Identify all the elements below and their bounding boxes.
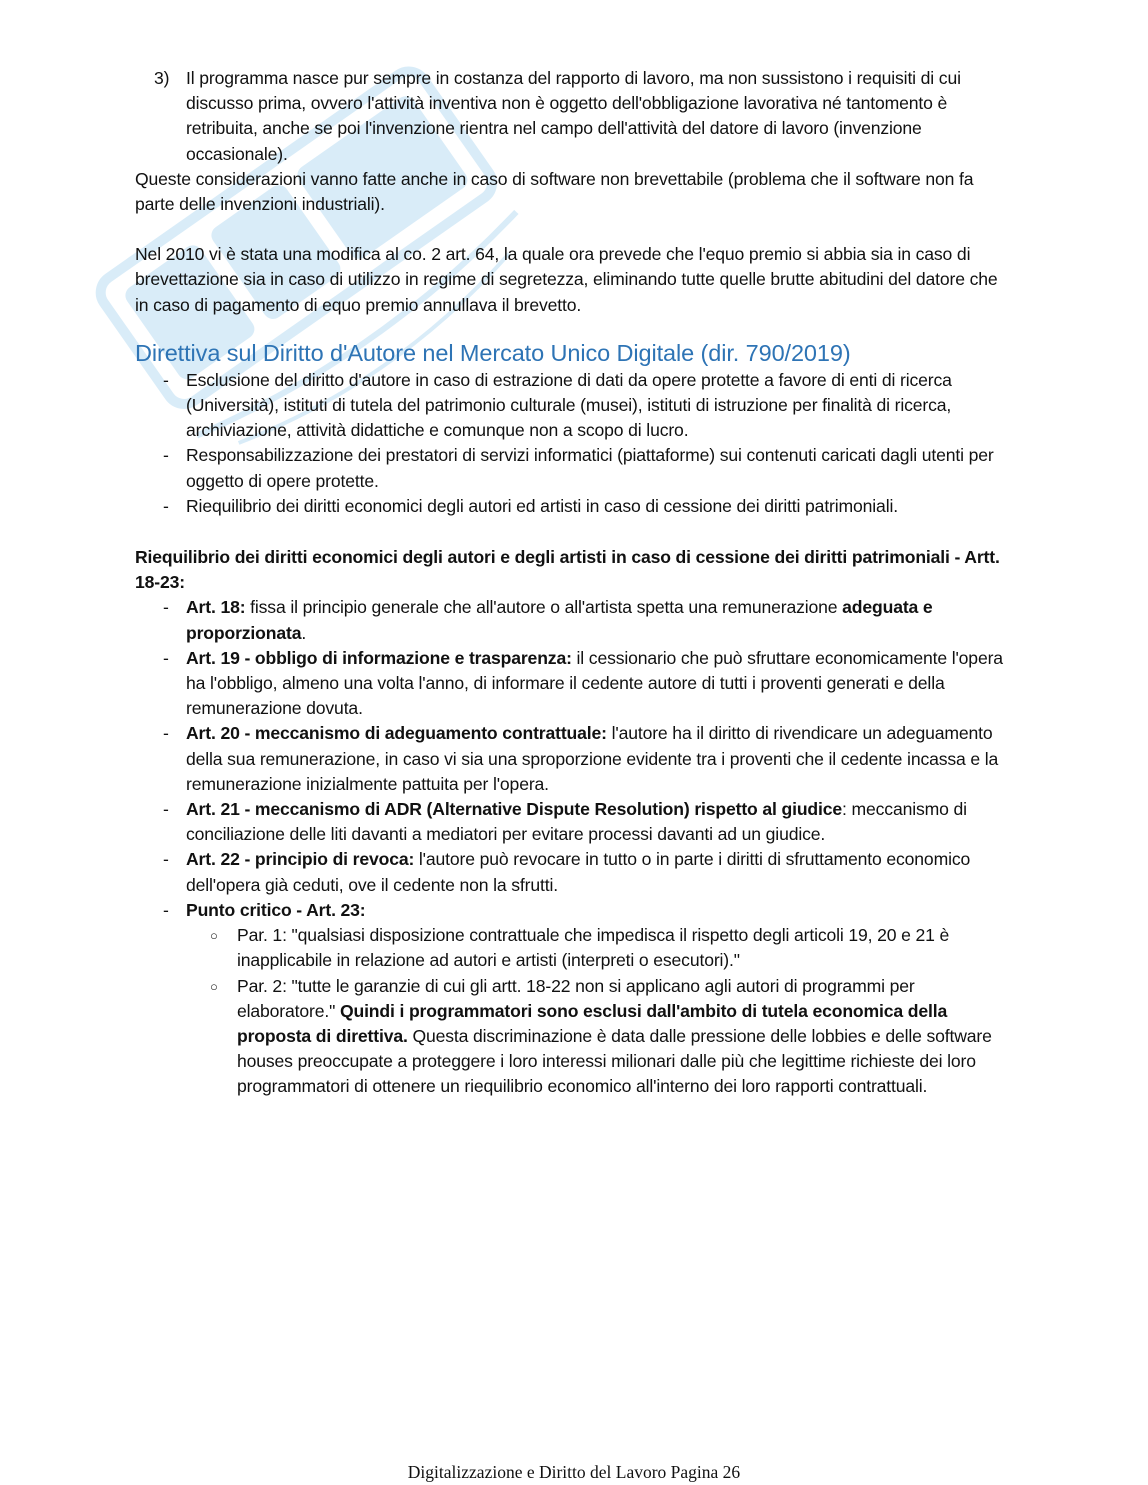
section-heading: Direttiva sul Diritto d'Autore nel Mercato Unico Digitale (dir. 790/2019) — [135, 339, 851, 366]
dash-marker: - — [163, 495, 169, 516]
list-item — [135, 443, 1005, 493]
dash-marker: - — [163, 445, 169, 466]
dash-marker: - — [163, 899, 169, 920]
article-label: Art. 19 - obbligo di informazione e trasparenza: — [186, 647, 572, 668]
article-bold-text: adeguata e proporzionata — [186, 597, 933, 643]
article-end: . — [301, 622, 307, 643]
article-item-19 — [135, 646, 1005, 722]
directive-bullet-list — [135, 368, 1005, 519]
dash-marker: - — [163, 849, 169, 870]
page-footer: Digitalizzazione e Diritto del Lavoro Pagina 26 — [407, 1462, 741, 1482]
paragraph-software: Queste considerazioni vanno fatte anche in caso di software non brevettabile (problema che il software non fa parte delle invenzioni industriali). — [135, 168, 974, 215]
item-text: Il programma nasce pur sempre in costanza del rapporto di lavoro, ma non sussistono i requisiti di cui discusso prima, ovvero l'attività inventiva non è oggetto dell'obbligazione lavorativa né tantomento è retribuita, anche se poi l'invenzione rientra nel campo dell'attività del datore di lavoro (invenzione occasionale). — [186, 68, 961, 164]
article-label: Punto critico - Art. 23: — [186, 899, 366, 920]
list-item-text: Riequilibrio dei diritti economici degli autori ed artisti in caso di cessione dei diritti patrimoniali. — [186, 495, 898, 516]
item-number: 3) — [154, 68, 170, 88]
article-item-18 — [135, 595, 1005, 645]
sub-item-text: Par. 1: "qualsiasi disposizione contrattuale che impedisca il rispetto degli articoli 19, 20 e 21 è inapplicabile in relazione ad autori e artisti (interpreti o esecutori)." — [237, 925, 950, 971]
numbered-item-3 — [135, 66, 1005, 167]
dash-marker: - — [163, 723, 169, 744]
dash-marker: - — [163, 597, 169, 618]
article-text: l'autore ha il diritto di rivendicare un adeguamento della sua remunerazione, in caso vi sia una sproporzione evidente tra i proventi che il cedente incassa e la remunerazione inizialmente pattuita per l'opera. — [186, 723, 999, 794]
articles-list — [135, 595, 1005, 1099]
sub-item-after: Questa discriminazione è data dalle pressione delle lobbies e delle software houses preoccupate a proteggere i loro interessi milionari dalle più che legittime richieste dei loro programmatori di ottenere un riequilibrio economico all'interno dei loro rapporti contrattuali. — [237, 1025, 992, 1097]
article-label: Art. 22 - principio di revoca: — [186, 849, 415, 870]
article-label: Art. 21 - meccanismo di ADR (Alternative Dispute Resolution) rispetto al giudice — [186, 799, 843, 820]
document-body — [135, 66, 1005, 1100]
list-item-text: Esclusione del diritto d'autore in caso di estrazione di dati da opere protette a favore di enti di ricerca (Università), istituti di tutela del patrimonio culturale (musei), istituti di istruzione per finalità di ricerca, archiviazione, attività didattiche e comunque non a scopo di lucro. — [186, 369, 952, 441]
article-text: fissa il principio generale che all'autore o all'artista spetta una remunerazione — [245, 597, 843, 618]
article-text: l'autore può revocare in tutto o in parte i diritti di sfruttamento economico dell'opera già ceduti, ove il cedente non la sfrutti. — [186, 849, 971, 895]
article-item-22 — [135, 847, 1005, 897]
sub-list-item — [186, 974, 1005, 1100]
sub-list-item — [186, 923, 1005, 973]
dash-marker: - — [163, 647, 169, 668]
sub-item-text: Par. 2: "tutte le garanzie di cui gli artt. 18-22 non si applicano agli autori di programmi per elaboratore." — [237, 975, 915, 1021]
article-text: il cessionario che può sfruttare economicamente l'opera ha l'obbligo, almeno una volta l'anno, di informare il cedente autore di tutti i proventi generati e della remunerazione dovuta. — [186, 647, 1003, 719]
article-item-21 — [135, 797, 1005, 847]
sub-list — [186, 923, 1005, 1099]
list-item — [135, 368, 1005, 444]
dash-marker: - — [163, 369, 169, 390]
dash-marker: - — [163, 799, 169, 820]
sub-item-bold: Quindi i programmatori sono esclusi dall'ambito di tutela economica della proposta di direttiva. — [237, 1000, 948, 1046]
circle-marker: ○ — [210, 978, 218, 994]
article-label: Art. 20 - meccanismo di adeguamento contrattuale: — [186, 723, 607, 744]
article-item-23 — [135, 898, 1005, 1100]
list-item-text: Responsabilizzazione dei prestatori di servizi informatici (piattaforme) sui contenuti caricati dagli utenti per oggetto di opere protette. — [186, 445, 994, 491]
paragraph-2010-modification: Nel 2010 vi è stata una modifica al co. 2 art. 64, la quale ora prevede che l'equo premio si abbia sia in caso di brevettazione sia in caso di utilizzo in regime di segretezza, eliminando tutte quelle brutte abitudini del datore che in caso di pagamento di equo premio annullava il brevetto. — [135, 244, 998, 315]
subsection-title: Riequilibrio dei diritti economici degli autori e degli artisti in caso di cessione dei diritti patrimoniali - Artt. 18-23: — [135, 547, 1000, 593]
list-item — [135, 494, 1005, 519]
article-label: Art. 18: — [186, 597, 246, 618]
article-item-20 — [135, 721, 1005, 797]
article-text: : meccanismo di conciliazione delle liti davanti a mediatori per evitare processi davanti ad un giudice. — [186, 799, 967, 845]
circle-marker: ○ — [210, 928, 218, 944]
